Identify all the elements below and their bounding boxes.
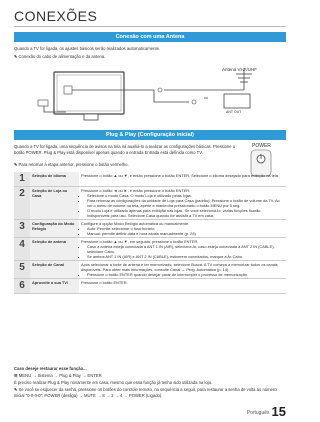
power-plug-icon <box>38 100 48 106</box>
step-bullet: • Se ambos ANT 1 IN (AIR) e ANT 2 IN (CABLE), estiverem conectados, marque a Ar-Cabo. <box>87 254 284 259</box>
reset-heading: Caso deseje restaurar esse função... <box>14 366 87 371</box>
step-label: Aproveite a sua TV! <box>30 279 79 294</box>
reset-path: ☰MENU → Sistema → Plug & Play → ENTER <box>14 373 102 378</box>
step-number: 5 <box>14 261 30 279</box>
title-divider <box>14 26 286 27</box>
step-row <box>14 172 286 187</box>
reset-text: É preciso realizar Plug & Play novamente em casa, mesmo que essa função já tenha sido utilizada na loja. <box>14 380 213 385</box>
step-row <box>14 220 286 238</box>
antenna-connection-diagram <box>14 66 286 124</box>
step-number: 3 <box>14 220 30 238</box>
page-number: 15 <box>271 404 286 419</box>
step-description <box>79 238 286 261</box>
antenna-intro: Quando a TV for ligada, os ajustes básicos serão realizados automaticamente. <box>14 46 161 51</box>
step-bullet: • Selecione o modo Casa. O modo Loja é utilizado pelas lojas. <box>87 193 284 198</box>
step-text: Pressione o botão ▲ ou ▼, em seguida, pressione o botão ENTER. <box>81 239 199 244</box>
step-label: Seleção de Loja ou Casa <box>30 187 79 220</box>
step-number: 4 <box>14 238 30 261</box>
step-text: Pressione o botão ▲ ou ▼, e então pressione o botão ENTER. Selecione o idioma desejado para exibição na tela. <box>81 173 280 178</box>
menu-icon: ☰ <box>14 373 18 378</box>
step-label: Configuração do Modo Relógio <box>30 220 79 238</box>
step-text: Pressione o botão ENTER. <box>81 280 128 285</box>
svg-text:POWER: POWER <box>252 143 271 149</box>
step-label: Seleção de Canal <box>30 261 79 279</box>
step-label: Seleção de idioma <box>30 172 79 187</box>
step-row <box>14 187 286 220</box>
plug-note: ✎Para retornar à etapa anterior, pressione o botão vermelho. <box>14 162 129 167</box>
cable-box-icon <box>224 94 250 108</box>
antenna-note: ✎Conexão do cabo de alimentação e da antena. <box>14 54 106 59</box>
antenna-label: Antena VHF/UHF <box>222 67 258 72</box>
plug-section-banner: Plug & Play (Configuração inicial) <box>14 130 286 140</box>
step-number: 1 <box>14 172 30 187</box>
page-footer <box>247 404 286 419</box>
footer-language: Português <box>246 410 270 416</box>
step-bullet: • Caso a antena esteja conectada à ANT 1 IN (AIR), selecione Ar, caso esteja conectada à ANT 2 IN (CABLE), selecione Cabo. <box>87 244 284 254</box>
step-text: Pressione o botão ◄ ou ►, e então pressione o botão ENTER. <box>81 188 191 193</box>
antenna-icon <box>214 70 252 90</box>
step-row <box>14 238 286 261</box>
plug-intro: Quando a TV for ligada, uma sequência de avisos na tela irá auxiliá-lo a realizar as configurações básicas. Pressione o botão POWER. Plug & Play está disponível apenas quando a entrada Entrada está definida como TV. <box>14 144 236 155</box>
step-number: 6 <box>14 279 30 294</box>
steps-table <box>14 172 286 294</box>
step-description <box>79 261 286 279</box>
note-icon: ✎ <box>14 387 18 392</box>
step-bullet: • Auto: Permite selecionar o fuso horário. <box>87 226 284 231</box>
page-title: CONEXÕES <box>14 8 98 24</box>
step-number: 2 <box>14 187 30 220</box>
step-description <box>79 220 286 238</box>
step-text: Configure a opção Modo Relógio automática ou manualmente. <box>81 221 190 226</box>
step-bullet: • Pressione o botão ENTER quando desejar parar de interromper o processo de memorização. <box>87 272 284 277</box>
step-row <box>14 261 286 279</box>
ant-out-label: ANT OUT <box>226 110 242 114</box>
note-icon: ✎ <box>14 162 18 167</box>
step-description <box>79 172 286 187</box>
step-row <box>14 279 286 294</box>
step-bullet: • O modo Loja é utilizado apenas para exibição nas lojas. Se você selecioná-lo, várias funções ficarão indisponíveis para uso. Selecione Casa quando for assistir à TV em casa. <box>87 208 284 218</box>
step-bullet: • Manual: permite definir data e hora atuais manualmente (p. 28). <box>87 231 284 236</box>
antenna-section-banner: Conexão com uma Antena <box>14 32 286 42</box>
tv-port-icon <box>64 86 72 94</box>
reset-note: ✎Se você se esquecer da senha, pressione os botões do controle remoto, na sequência a seguir, para restaurar a senha de volta ao número inicial "0-0-0-0": POWER (desliga) → MUTE → 8 → 2 → 4 → POWER (Ligado). <box>14 387 277 398</box>
step-bullet: • Para retornar as configurações da unidade de Loja para Casa (padrão): Pressione o botão de volume da TV. Ao ver o menu de volume na tela, aperte e mantenha pressionado o botão MENU por 5 seg. <box>87 198 284 208</box>
or-label: ou <box>204 96 208 100</box>
step-description <box>79 279 286 294</box>
step-label: Seleção de antena <box>30 238 79 261</box>
step-text: Após selecionar a fonte de antena e ter memorizado, selecione Busca. A TV começa a memorizar todos os canais disponíveis. Para obter mais informações, consulte Canal → Prog. Automática (p. 14). <box>81 262 278 272</box>
step-description <box>79 187 286 220</box>
note-icon: ✎ <box>14 54 18 59</box>
